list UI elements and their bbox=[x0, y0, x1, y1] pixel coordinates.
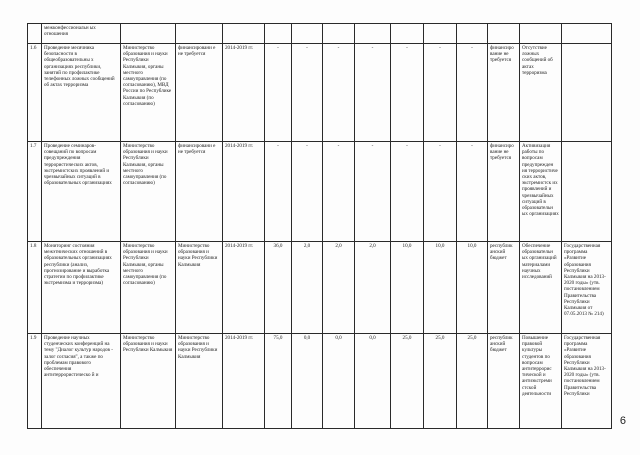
financing-cell: финансировани е не требуется bbox=[176, 142, 223, 242]
financing-cell: Министерство образования и науки Республики Калмыкия bbox=[176, 334, 223, 429]
program-cell bbox=[562, 44, 612, 142]
executor-cell: Министерство образования и науки Республики Калмыкия, органы местного самоуправления (по согласованию) bbox=[121, 242, 176, 334]
table-row bbox=[28, 44, 612, 142]
value-cell: 75,0 bbox=[265, 334, 292, 429]
source-cell: финансиро вание не требуется bbox=[488, 142, 520, 242]
period-cell: 2014-2019 гг. bbox=[223, 242, 265, 334]
value-cell: 0,0 bbox=[292, 334, 323, 429]
program-cell bbox=[562, 142, 612, 242]
program-cell: Государственная программа «Развитие образования Республики Калмыкия на 2013-2020 годы» (утв. постановлением Правительства Республики bbox=[562, 334, 612, 429]
source-cell: финансиро вание не требуется bbox=[488, 44, 520, 142]
activity-cell: Мониторинг состояния межэтнических отношений в образовательных организациях республики (анализ, прогнозирование и выработка стратегии по профилактике экстремизма и терроризма) bbox=[42, 242, 121, 334]
value-cell: - bbox=[457, 44, 488, 142]
row-number: 1.9 bbox=[28, 334, 42, 429]
value-cell: 2,0 bbox=[292, 242, 323, 334]
source-cell: республик анский бюджет bbox=[488, 334, 520, 429]
table-row bbox=[28, 334, 612, 429]
value-cell: - bbox=[323, 142, 355, 242]
financing-cell: финансировани е не требуется bbox=[176, 44, 223, 142]
value-cell: - bbox=[355, 142, 391, 242]
header-fragment-row bbox=[28, 24, 612, 44]
value-cell: - bbox=[265, 44, 292, 142]
value-cell: 2,0 bbox=[355, 242, 391, 334]
value-cell: - bbox=[424, 142, 457, 242]
activity-cell: Проведение научных студенческих конференций на тему "Диалог культур народов - залог согласия", а также по проблемам правового обеспечения антитеррористическо й и bbox=[42, 334, 121, 429]
executor-cell: Министерство образования и науки Республики Калмыкия, органы местного самоуправления (по согласованию), МВД России по Республике Калмыкия (по согласованию) bbox=[121, 44, 176, 142]
result-cell: Повышение правовой культуры студентов по вопросам антитеррорис тической и антиэкстреми стской деятельности bbox=[520, 334, 562, 429]
executor-cell: Министерство образования и науки Республики Калмыкия bbox=[121, 334, 176, 429]
activity-cell: Проведение семинаров-совещаний по вопросам предупреждения террористических актов, экстремистских проявлений и чрезвычайных ситуаций в образовательных организациях bbox=[42, 142, 121, 242]
value-cell: 2,0 bbox=[323, 242, 355, 334]
activity-cell: Проведение месячника безопасности в общеобразовательны х организациях республики, занятий по профилактике телефонных ложных сообщений об актах терроризма bbox=[42, 44, 121, 142]
result-cell: Обеспечение образовательн ых организаций материалами научных исследований bbox=[520, 242, 562, 334]
row-number: 1.8 bbox=[28, 242, 42, 334]
value-cell: 0,0 bbox=[323, 334, 355, 429]
value-cell: - bbox=[391, 142, 424, 242]
value-cell: - bbox=[355, 44, 391, 142]
value-cell: - bbox=[323, 44, 355, 142]
row-number: 1.6 bbox=[28, 44, 42, 142]
value-cell: - bbox=[424, 44, 457, 142]
value-cell: - bbox=[457, 142, 488, 242]
value-cell: 25,0 bbox=[391, 334, 424, 429]
table-row bbox=[28, 242, 612, 334]
value-cell: - bbox=[265, 142, 292, 242]
program-cell: Государственная программа «Развитие образования Республики Калмыкия на 2013-2020 годы» (утв. постановлением Правительства Республики Калмыкия от 07.05.2013 № 214) bbox=[562, 242, 612, 334]
value-cell: 10,0 bbox=[424, 242, 457, 334]
measures-table bbox=[27, 23, 612, 429]
page-number: 6 bbox=[619, 415, 626, 427]
result-cell: Активизация работы по вопросам предупрежден ия террористиче ских актов, экстремистск их проявлений и чрезвычайных ситуаций в образовательн ых организациях bbox=[520, 142, 562, 242]
result-cell: Отсутствие ложных сообщений об актах терроризма bbox=[520, 44, 562, 142]
header-fragment-text: межконфессиональн ых отношения bbox=[42, 24, 121, 44]
value-cell: 25,0 bbox=[424, 334, 457, 429]
value-cell: 10,0 bbox=[391, 242, 424, 334]
executor-cell: Министерство образования и науки Республики Калмыкия, органы местного самоуправления (по согласованию) bbox=[121, 142, 176, 242]
financing-cell: Министерство образования и науки Республики Калмыкия bbox=[176, 242, 223, 334]
row-number: 1.7 bbox=[28, 142, 42, 242]
value-cell: - bbox=[391, 44, 424, 142]
period-cell: 2014-2019 гг. bbox=[223, 44, 265, 142]
table-row bbox=[28, 142, 612, 242]
source-cell: республик анский бюджет bbox=[488, 242, 520, 334]
value-cell: - bbox=[292, 142, 323, 242]
value-cell: - bbox=[292, 44, 323, 142]
value-cell: 10,0 bbox=[457, 242, 488, 334]
period-cell: 2014-2019 гг. bbox=[223, 334, 265, 429]
value-cell: 25,0 bbox=[457, 334, 488, 429]
period-cell: 2014-2019 гг. bbox=[223, 142, 265, 242]
value-cell: 36,0 bbox=[265, 242, 292, 334]
value-cell: 0,0 bbox=[355, 334, 391, 429]
